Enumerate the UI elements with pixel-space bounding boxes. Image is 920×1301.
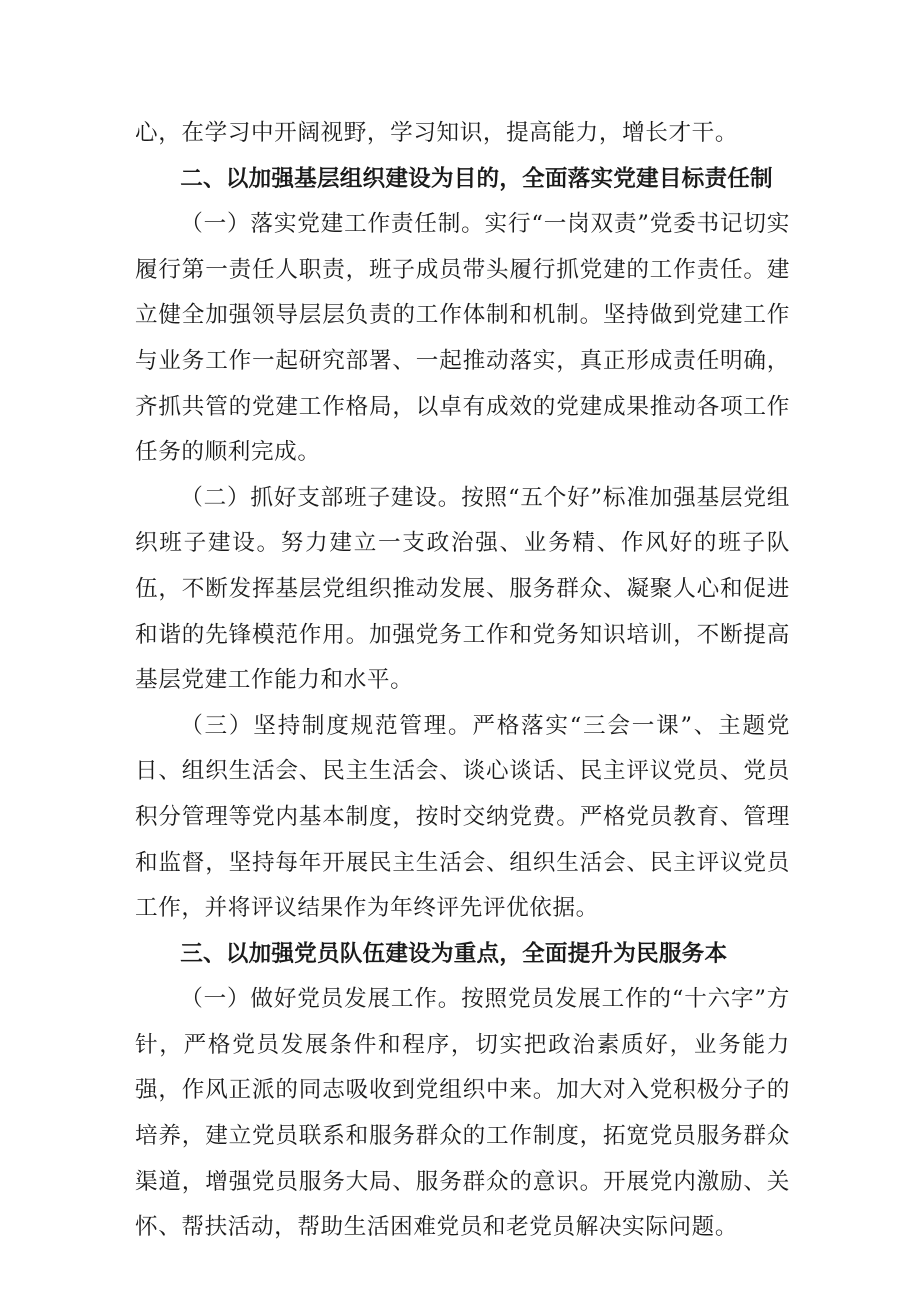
document-body	[135, 111, 790, 1251]
paragraph-continuation: 心，在学习中开阔视野，学习知识，提高能力，增长才干。	[135, 120, 739, 146]
paragraph-2-2: （二）抓好支部班子建设。按照“五个好”标准加强基层党组织班子建设。努力建立一支政治强、业务精、作风好的班子队伍，不断发挥基层党组织推动发展、服务群众、凝聚人心和促进和谐的先锋模范作用。加强党务工作和党务知识培训，不断提高基层党建工作能力和水平。	[135, 484, 790, 694]
section-heading-3: 三、以加强党员队伍建设为重点，全面提升为民服务本	[180, 940, 728, 967]
paragraph-2-3: （三）坚持制度规范管理。严格落实“三会一课”、主题党日、组织生活会、民主生活会、谈心谈话、民主评议党员、党员积分管理等党内基本制度，按时交纳党费。严格党员教育、管理和监督，坚持每年开展民主生活会、组织生活会、民主评议党员工作，并将评议结果作为年终评先评优依据。	[135, 712, 790, 922]
paragraph-3-1: （一）做好党员发展工作。按照党员发展工作的“十六字”方针，严格党员发展条件和程序，切实把政治素质好，业务能力强，作风正派的同志吸收到党组织中来。加大对入党积极分子的培养，建立党员联系和服务群众的工作制度，拓宽党员服务群众渠道，增强党员服务大局、服务群众的意识。开展党内激励、关怀、帮扶活动，帮助生活困难党员和老党员解决实际问题。	[135, 986, 790, 1241]
section-heading-2: 二、以加强基层组织建设为目的，全面落实党建目标责任制	[180, 165, 773, 192]
paragraph-2-1: （一）落实党建工作责任制。实行“一岗双责”党委书记切实履行第一责任人职责，班子成员带头履行抓党建的工作责任。建立健全加强领导层层负责的工作体制和机制。坚持做到党建工作与业务工作一起研究部署、一起推动落实，真正形成责任明确，齐抓共管的党建工作格局，以卓有成效的党建成果推动各项工作任务的顺利完成。	[135, 211, 790, 466]
